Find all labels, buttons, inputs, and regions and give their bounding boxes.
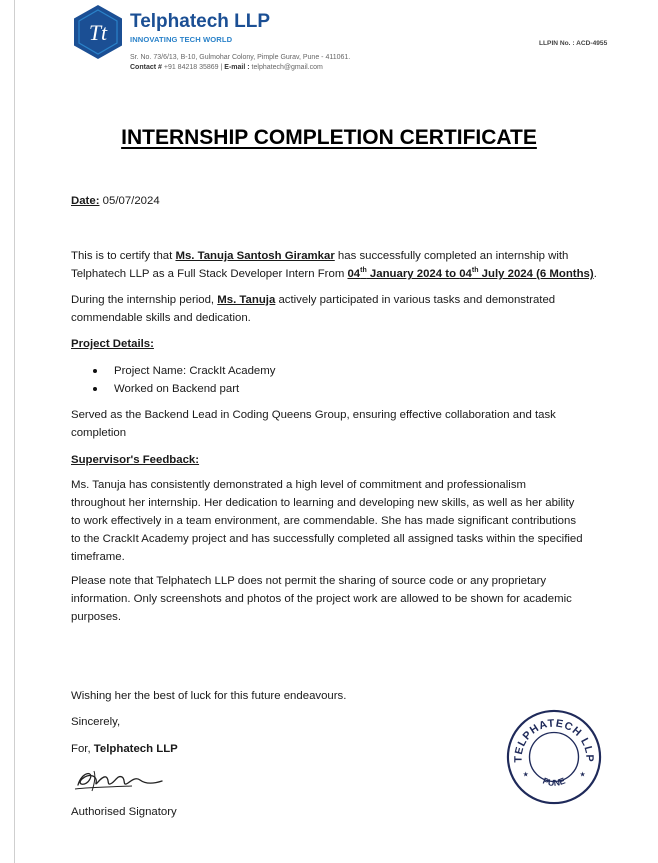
svg-text:PUNE xyxy=(541,776,566,788)
end-suffix: th xyxy=(471,267,479,275)
intern-name: Ms. Tanuja Santosh Giramkar xyxy=(175,250,335,262)
authorised-signatory: Authorised Signatory xyxy=(71,806,177,818)
company-logo-icon xyxy=(70,4,126,60)
end-rest: July 2024 (6 Months) xyxy=(478,268,594,280)
supervisor-feedback-heading: Supervisor's Feedback: xyxy=(71,454,200,466)
end-punct: . xyxy=(593,268,597,280)
llpin-number: LLPIN No. : ACD-4955 xyxy=(539,40,608,47)
served-line-2: completion xyxy=(71,427,127,439)
start-rest: January 2024 to xyxy=(366,268,460,280)
email-label: E-mail : xyxy=(224,64,250,71)
period-line-2: commendable skills and dedication. xyxy=(71,312,251,324)
logo-monogram: Tt xyxy=(88,20,108,45)
date-value: 05/07/2024 xyxy=(102,195,160,207)
certify-line-2 xyxy=(71,265,616,283)
end-day: 04 xyxy=(459,268,472,280)
feedback-line: to the CrackIt Academy project and has successfully completed all assigned tasks within the specified xyxy=(71,533,583,545)
closing-sincerely: Sincerely, xyxy=(71,716,121,728)
list-item: Project Name: CrackIt Academy xyxy=(71,362,275,380)
certify-role: Telphatech LLP as a Full Stack Developer Intern From xyxy=(71,268,348,280)
certificate-title: INTERNSHIP COMPLETION CERTIFICATE xyxy=(121,126,537,149)
seal-top-text: TELPHATECH LLP xyxy=(512,717,596,763)
contact-email: telphatech@gmail.com xyxy=(251,64,323,71)
certify-line-1 xyxy=(71,247,616,265)
for-label: For, xyxy=(71,743,94,755)
internship-duration xyxy=(347,268,593,280)
feedback-line: timeframe. xyxy=(71,551,125,563)
contact-label: Contact # xyxy=(130,64,162,71)
period-post: actively participated in various tasks and demonstrated xyxy=(275,294,556,306)
note-line: purposes. xyxy=(71,611,122,623)
for-company: Telphatech LLP xyxy=(93,743,178,755)
seal-star-left: ★ xyxy=(522,771,529,779)
intern-short-name: Ms. Tanuja xyxy=(217,294,276,306)
feedback-line: throughout her internship. Her dedication to learning and developing new skills, as well as her ability xyxy=(71,497,575,509)
seal-star-right: ★ xyxy=(579,771,586,779)
note-line: information. Only screenshots and photos of the project work are allowed to be shown for academic xyxy=(71,593,572,605)
certify-mid: has successfully completed an internship with xyxy=(334,250,569,262)
contact-separator: | xyxy=(220,64,223,71)
company-contact xyxy=(130,64,323,71)
date-label: Date: xyxy=(71,195,100,207)
start-suffix: th xyxy=(360,267,367,275)
company-address: Sr. No. 73/6/13, B-10, Gulmohar Colony, Pimple Gurav, Pune - 411061. xyxy=(130,54,351,61)
list-item: Worked on Backend part xyxy=(71,380,275,398)
note-line: Please note that Telphatech LLP does not permit the sharing of source code or any proprietary xyxy=(71,575,547,587)
served-line-1: Served as the Backend Lead in Coding Queens Group, ensuring effective collaboration and task xyxy=(71,409,556,421)
project-details-heading: Project Details: xyxy=(71,338,154,350)
closing-wish: Wishing her the best of luck for this future endeavours. xyxy=(71,690,347,702)
period-line-1 xyxy=(71,291,616,309)
company-name: Telphatech LLP xyxy=(130,11,271,32)
feedback-line: Ms. Tanuja has consistently demonstrated a high level of commitment and professionalism xyxy=(71,479,527,491)
certify-pre: This is to certify that xyxy=(71,250,176,262)
feedback-line: to work effectively in a team environment, are commendable. She has made significant contributions xyxy=(71,515,577,527)
company-seal-stamp xyxy=(505,708,603,806)
start-day: 04 xyxy=(347,268,361,280)
company-tagline: INNOVATING TECH WORLD xyxy=(130,35,233,44)
period-pre: During the internship period, xyxy=(71,294,218,306)
date-line xyxy=(71,192,616,210)
signature-image xyxy=(72,765,167,795)
seal-bottom-text: PUNE xyxy=(541,775,567,788)
project-details-list xyxy=(71,362,275,398)
contact-phone: +91 84218 35869 xyxy=(163,64,219,71)
svg-text:TELPHATECH LLP xyxy=(513,717,596,762)
